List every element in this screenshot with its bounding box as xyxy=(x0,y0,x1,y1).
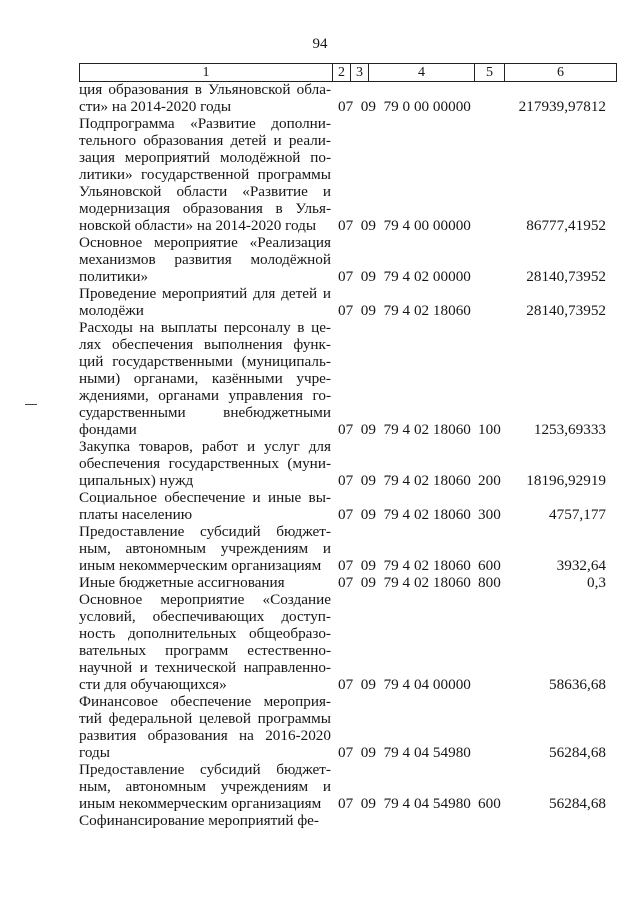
row-description xyxy=(79,285,331,319)
description-line: обеспечения государственных (муни- xyxy=(79,455,331,472)
description-line: иным некоммерческим организациям xyxy=(79,795,322,812)
description-line: сти» на 2014-2020 годы xyxy=(79,98,232,115)
header-col-2: 2 xyxy=(333,64,351,82)
description-line: молодёжи xyxy=(79,302,144,319)
table-row xyxy=(0,523,640,574)
description-line: годы xyxy=(79,744,110,761)
description-line: Основное мероприятие «Создание xyxy=(79,591,331,608)
table-row xyxy=(0,812,640,829)
row-amount: 1253,69333 xyxy=(533,421,606,438)
description-line: Ульяновской области «Развитие и xyxy=(79,183,331,200)
description-line: механизмов развития молодёжной xyxy=(79,251,331,268)
margin-mark xyxy=(25,404,37,405)
table-row xyxy=(0,285,640,319)
row-expense-type: 600 xyxy=(478,557,501,574)
description-line: новской области» на 2014-2020 годы xyxy=(79,217,317,234)
row-amount: 217939,97812 xyxy=(518,98,606,115)
description-line: иным некоммерческим организациям xyxy=(79,557,322,574)
description-line: ными) органами, казёнными учре- xyxy=(79,370,331,387)
row-code: 07 09 79 4 02 18060 xyxy=(338,421,471,438)
description-line: Финансовое обеспечение мероприя- xyxy=(79,693,331,710)
row-code: 07 09 79 4 00 00000 xyxy=(338,217,471,234)
row-code: 07 09 79 4 02 18060 xyxy=(338,574,471,591)
description-line: политики» xyxy=(79,268,149,285)
description-line: ным, автономным учреждениям и xyxy=(79,778,331,795)
row-description xyxy=(79,812,331,829)
row-description xyxy=(79,523,331,574)
description-line: условий, обеспечивающих доступ- xyxy=(79,608,331,625)
row-code: 07 09 79 4 02 18060 xyxy=(338,302,471,319)
row-description xyxy=(79,574,331,591)
description-line: ждениями, органами управления го- xyxy=(79,387,331,404)
table-row xyxy=(0,234,640,285)
row-description xyxy=(79,489,331,523)
description-line: Предоставление субсидий бюджет- xyxy=(79,523,331,540)
row-expense-type: 600 xyxy=(478,795,501,812)
table-row xyxy=(0,591,640,693)
row-description xyxy=(79,319,331,438)
row-amount: 3932,64 xyxy=(556,557,606,574)
row-amount: 58636,68 xyxy=(549,676,606,693)
description-line: сти для обучающихся» xyxy=(79,676,227,693)
row-description xyxy=(79,438,331,489)
header-col-3: 3 xyxy=(351,64,369,82)
table-row xyxy=(0,574,640,591)
description-line: платы населению xyxy=(79,506,193,523)
row-expense-type: 200 xyxy=(478,472,501,489)
description-line: ципальных) нужд xyxy=(79,472,194,489)
row-code: 07 09 79 4 02 18060 xyxy=(338,472,471,489)
description-line: ций государственными (муниципаль- xyxy=(79,353,331,370)
description-line: литики» государственной программы xyxy=(79,166,331,183)
row-amount: 28140,73952 xyxy=(526,268,606,285)
description-line: Основное мероприятие «Реализация xyxy=(79,234,331,251)
row-amount: 86777,41952 xyxy=(526,217,606,234)
header-col-6: 6 xyxy=(505,64,617,82)
row-description xyxy=(79,115,331,234)
table-row xyxy=(0,693,640,761)
description-line: Предоставление субсидий бюджет- xyxy=(79,761,331,778)
row-amount: 18196,92919 xyxy=(526,472,606,489)
row-expense-type: 100 xyxy=(478,421,501,438)
description-line: лях обеспечения выполнения функ- xyxy=(79,336,331,353)
description-line: ным, автономным учреждениям и xyxy=(79,540,331,557)
description-line: тельного образования детей и реали- xyxy=(79,132,331,149)
description-line: Закупка товаров, работ и услуг для xyxy=(79,438,331,455)
description-line: сударственными внебюджетными xyxy=(79,404,331,421)
row-code: 07 09 79 4 04 54980 xyxy=(338,795,471,812)
table-row xyxy=(0,115,640,234)
row-amount: 56284,68 xyxy=(549,795,606,812)
table-row xyxy=(0,319,640,438)
row-code: 07 09 79 4 04 00000 xyxy=(338,676,471,693)
table-row xyxy=(0,761,640,812)
description-line: Расходы на выплаты персоналу в це- xyxy=(79,319,331,336)
table-row xyxy=(0,81,640,115)
description-line: Иные бюджетные ассигнования xyxy=(79,574,285,591)
page-number: 94 xyxy=(312,36,328,52)
row-code: 07 09 79 4 02 18060 xyxy=(338,557,471,574)
header-col-5: 5 xyxy=(475,64,505,82)
description-line: зация мероприятий молодёжной по- xyxy=(79,149,331,166)
table-row xyxy=(0,489,640,523)
column-header-table xyxy=(79,63,617,82)
row-code: 07 09 79 4 02 00000 xyxy=(338,268,471,285)
row-description xyxy=(79,761,331,812)
row-description xyxy=(79,234,331,285)
row-description xyxy=(79,81,331,115)
header-col-4: 4 xyxy=(369,64,475,82)
row-amount: 0,3 xyxy=(587,574,606,591)
description-line: тий федеральной целевой программы xyxy=(79,710,331,727)
row-description xyxy=(79,693,331,761)
description-line: Софинансирование мероприятий фе- xyxy=(79,812,319,829)
description-line: вательных программ естественно- xyxy=(79,642,331,659)
row-expense-type: 800 xyxy=(478,574,501,591)
description-line: Подпрограмма «Развитие дополни- xyxy=(79,115,331,132)
description-line: модернизация образования в Улья- xyxy=(79,200,331,217)
row-amount: 28140,73952 xyxy=(526,302,606,319)
description-line: фондами xyxy=(79,421,137,438)
description-line: развития образования на 2016-2020 xyxy=(79,727,331,744)
row-amount: 56284,68 xyxy=(549,744,606,761)
description-line: Социальное обеспечение и иные вы- xyxy=(79,489,331,506)
row-code: 07 09 79 0 00 00000 xyxy=(338,98,471,115)
row-expense-type: 300 xyxy=(478,506,501,523)
header-col-1: 1 xyxy=(80,64,333,82)
description-line: Проведение мероприятий для детей и xyxy=(79,285,331,302)
row-amount: 4757,177 xyxy=(549,506,606,523)
row-description xyxy=(79,591,331,693)
description-line: научной и технической направленно- xyxy=(79,659,331,676)
description-line: ция образования в Ульяновской обла- xyxy=(79,81,331,98)
row-code: 07 09 79 4 04 54980 xyxy=(338,744,471,761)
row-code: 07 09 79 4 02 18060 xyxy=(338,506,471,523)
description-line: ность дополнительных общеобразо- xyxy=(79,625,331,642)
budget-rows xyxy=(0,81,640,829)
table-row xyxy=(0,438,640,489)
